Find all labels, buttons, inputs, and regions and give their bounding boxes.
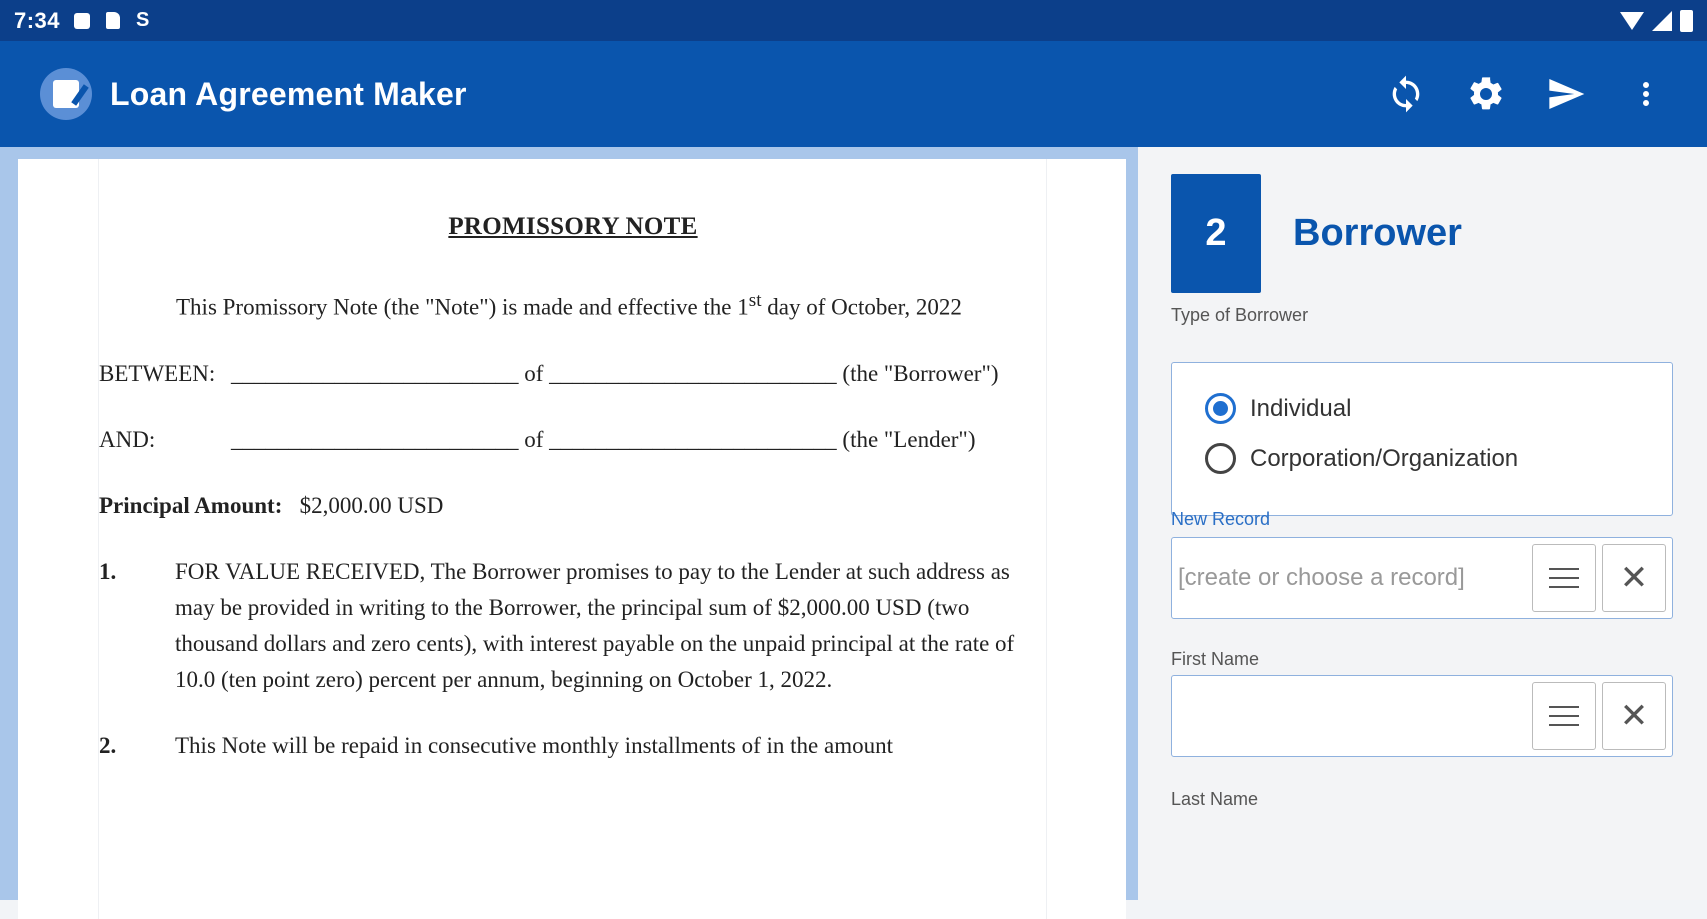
new-record-placeholder[interactable]: [create or choose a record] bbox=[1178, 564, 1465, 591]
clause-1 bbox=[99, 554, 1047, 698]
clause-2-text: This Note will be repaid in consecutive monthly installments of in the amount bbox=[175, 732, 893, 758]
edit-document-icon bbox=[40, 68, 92, 120]
form-panel bbox=[1138, 147, 1707, 900]
party-borrower bbox=[99, 356, 1047, 392]
new-record-label: New Record bbox=[1171, 509, 1271, 529]
and-label: AND: bbox=[99, 426, 156, 452]
clause-2-number: 2. bbox=[99, 732, 117, 758]
clause-1-number: 1. bbox=[99, 558, 117, 584]
principal-amount bbox=[99, 488, 1047, 524]
app-actions bbox=[1385, 73, 1667, 115]
principal-value: $2,000.00 USD bbox=[299, 492, 444, 518]
borrower-type-radio-group bbox=[1171, 362, 1673, 516]
settings-gear-icon[interactable] bbox=[1465, 73, 1507, 115]
clause-1-text: FOR VALUE RECEIVED, The Borrower promises to pay to the Lender at such address as may be provided in writing to the Borrower, the principal sum of $2,000.00 USD (two thousand dollars and zero cents), with interest payable on the unpaid principal at the rate of 10.0 (ten point zero) percent per annum, beginning on October 1, 2022. bbox=[175, 558, 1015, 692]
status-notification-icons bbox=[74, 9, 149, 32]
status-time: 7:34 bbox=[14, 7, 61, 33]
document-intro: This Promissory Note (the "Note") is made and effective the 1st day of October, 2022 bbox=[176, 290, 962, 320]
last-name-label: Last Name bbox=[1171, 789, 1259, 809]
first-name-field[interactable] bbox=[1171, 675, 1673, 757]
wifi-icon bbox=[1620, 12, 1644, 30]
party-lender bbox=[99, 422, 1047, 458]
between-label: BETWEEN: bbox=[99, 360, 216, 386]
cellular-signal-icon bbox=[1652, 11, 1672, 31]
and-text: _________________________ of _________________________ (the "Lender") bbox=[231, 426, 976, 452]
step-title: Borrower bbox=[1293, 212, 1462, 254]
list-menu-icon bbox=[1549, 706, 1579, 726]
radio-unchecked-icon[interactable] bbox=[1205, 443, 1236, 474]
first-name-list-button[interactable] bbox=[1532, 682, 1596, 750]
battery-icon bbox=[1680, 10, 1693, 32]
sd-card-icon bbox=[106, 12, 120, 29]
app-bar bbox=[0, 41, 1707, 147]
document-content bbox=[99, 159, 1047, 764]
refresh-icon[interactable] bbox=[1385, 73, 1427, 115]
list-menu-icon bbox=[1549, 568, 1579, 588]
radio-individual[interactable] bbox=[1205, 393, 1351, 424]
app-title: Loan Agreement Maker bbox=[110, 75, 467, 112]
radio-corporation-label: Corporation/Organization bbox=[1250, 444, 1519, 472]
radio-corporation[interactable] bbox=[1205, 443, 1518, 474]
close-icon: ✕ bbox=[1619, 559, 1649, 597]
radio-individual-label: Individual bbox=[1250, 394, 1352, 422]
notification-square-icon bbox=[74, 13, 90, 29]
type-of-borrower-label: Type of Borrower bbox=[1171, 305, 1309, 325]
document-page bbox=[18, 159, 1126, 919]
close-icon: ✕ bbox=[1619, 697, 1649, 735]
first-name-label: First Name bbox=[1171, 649, 1260, 669]
new-record-field[interactable] bbox=[1171, 537, 1673, 619]
radio-checked-icon[interactable] bbox=[1205, 393, 1236, 424]
choose-record-button[interactable] bbox=[1532, 544, 1596, 612]
between-text: _________________________ of _________________________ (the "Borrower") bbox=[231, 360, 999, 386]
step-number-badge: 2 bbox=[1171, 174, 1261, 293]
clear-record-button[interactable] bbox=[1602, 544, 1666, 612]
first-name-clear-button[interactable] bbox=[1602, 682, 1666, 750]
principal-label: Principal Amount: bbox=[99, 492, 283, 518]
document-preview-area[interactable] bbox=[0, 147, 1138, 900]
more-vert-icon[interactable] bbox=[1625, 73, 1667, 115]
clause-2 bbox=[99, 728, 1047, 764]
document-title: PROMISSORY NOTE bbox=[448, 213, 698, 240]
s-app-icon: S bbox=[136, 9, 150, 31]
status-system-icons bbox=[1620, 10, 1693, 32]
status-bar bbox=[0, 0, 1707, 41]
send-icon[interactable] bbox=[1545, 73, 1587, 115]
